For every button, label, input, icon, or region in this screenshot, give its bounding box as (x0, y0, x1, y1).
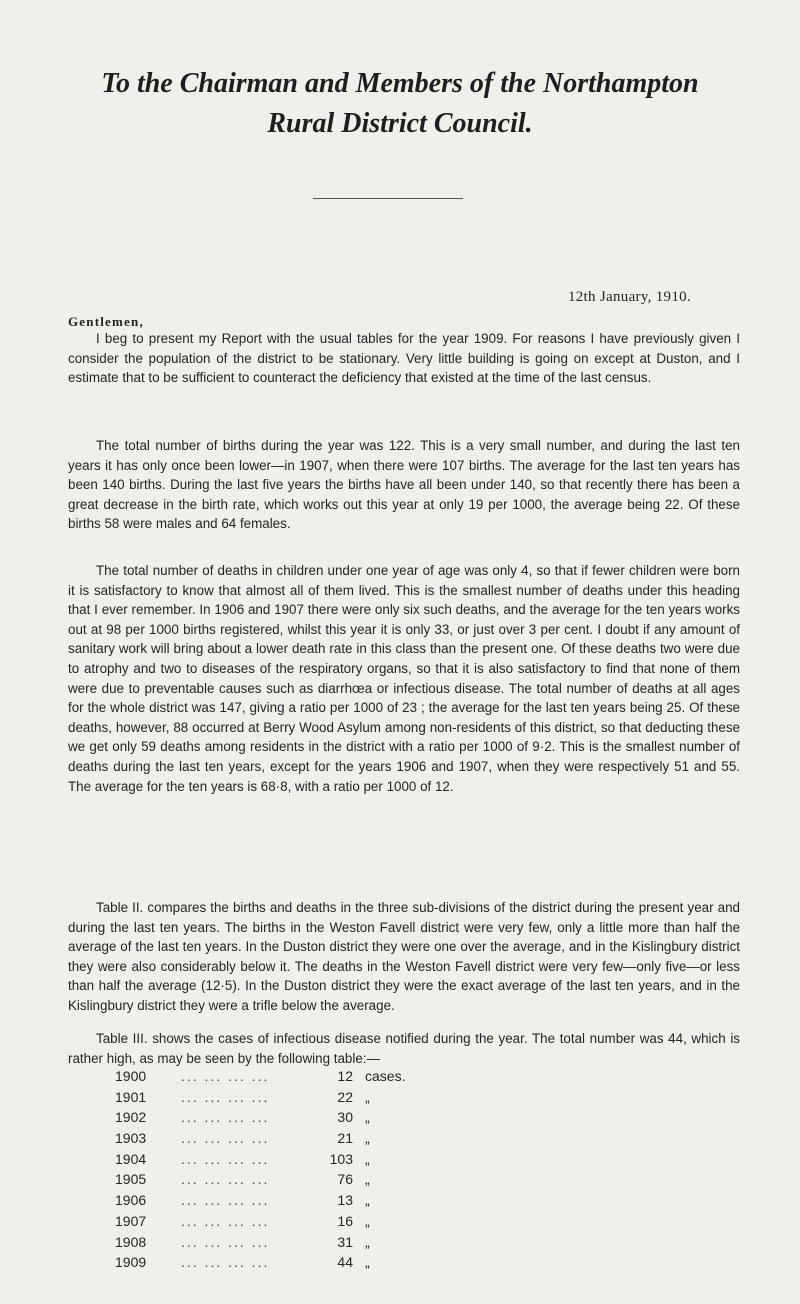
row-unit: „ (365, 1150, 370, 1167)
row-value: 22 (337, 1088, 353, 1105)
row-unit: „ (365, 1233, 370, 1250)
letter-date: 12th January, 1910. (567, 289, 691, 305)
leader-dots: ... ... ... ... (181, 1130, 270, 1147)
infectious-cases-table (115, 1068, 535, 1275)
table-row (115, 1109, 535, 1130)
row-value: 103 (329, 1150, 353, 1167)
row-value: 76 (337, 1171, 353, 1188)
table-row (115, 1068, 535, 1089)
paragraph-deaths: The total number of deaths in children under one year of age was only 4, so that if fewer children were born it is satisfactory to know that almost all of them lived. This is the smallest number of deaths under this heading that I ever remember. In 1906 and 1907 there were only six such deaths, and the average for the ten years works out at 98 per 1000 births registered, whilst this year it is only 33, or just over 3 per cent. I doubt if any amount of sanitary work will bring about a lower death rate in this class than the present one. Of these deaths two were due to atrophy and two to diseases of the respiratory organs, so that it is also satisfactory to find that none of them were due to preventable causes such as diarrhœa or infectious disease. The total number of deaths at all ages for the whole district was 147, giving a ratio per 1000 of 23 ; the average for the last ten years being 25. Of these deaths, however, 88 occurred at Berry Wood Asylum among non-residents of this district, so that deducting these we get only 59 deaths among residents in the district with a ratio per 1000 of 9·2. This is the smallest number of deaths during the last ten years, except for the years 1906 and 1907, when they were respectively 51 and 55. The average for the ten years is 68·8, with a ratio per 1000 of 12. (68, 563, 740, 794)
row-value: 16 (337, 1212, 353, 1229)
table-row (115, 1151, 535, 1172)
row-year: 1901 (115, 1088, 147, 1105)
row-year: 1905 (115, 1171, 147, 1188)
row-year: 1900 (115, 1068, 147, 1084)
paragraph-births: The total number of births during the year was 122. This is a very small number, and during the last ten years it has only once been lower—in 1907, when there were 107 births. The average for the last ten years has been 140 births. During the last five years the births have all been under 140, so that recently there has been a great decrease in the birth rate, which works out this year at only 19 per 1000, the average being 22. Of these births 58 were males and 64 females. (68, 438, 740, 532)
row-value: 21 (337, 1130, 353, 1147)
heading-line-1: To the Chairman and Members of the Northampton (101, 68, 699, 99)
paragraph-table-ii: Table II. compares the births and deaths in the three sub-divisions of the district during the present year and during the last ten years. The births in the Weston Favell district were very few, only a little more than half the average of the last ten years. In the Duston district they were one over the average, and in the Kislingbury district they were also considerably below it. The deaths in the Weston Favell district were very few—only five—or less than half the average (12·5). In the Duston district they were the exact average of the last ten years, and in the Kislingbury district they were a trifle below the average. (68, 900, 740, 1013)
leader-dots: ... ... ... ... (181, 1109, 270, 1126)
table-row (115, 1213, 535, 1234)
leader-dots: ... ... ... ... (181, 1068, 270, 1084)
leader-dots: ... ... ... ... (181, 1171, 270, 1188)
row-year: 1902 (115, 1109, 147, 1126)
salutation: Gentlemen, (68, 314, 144, 329)
row-unit: „ (365, 1109, 370, 1126)
leader-dots: ... ... ... ... (181, 1088, 270, 1105)
row-unit: „ (365, 1171, 370, 1188)
leader-dots: ... ... ... ... (181, 1233, 270, 1250)
row-unit: „ (365, 1212, 370, 1229)
row-unit: „ (365, 1192, 370, 1209)
leader-dots: ... ... ... ... (181, 1150, 270, 1167)
row-unit: „ (365, 1130, 370, 1147)
row-value: 13 (337, 1192, 353, 1209)
divider-rule (313, 198, 463, 199)
row-value: 44 (337, 1254, 353, 1271)
heading-line-2: Rural District Council. (267, 108, 533, 139)
table-row (115, 1192, 535, 1213)
leader-dots: ... ... ... ... (181, 1212, 270, 1229)
paragraph-table-iii: Table III. shows the cases of infectious disease notified during the year. The total number was 44, which is rather high, as may be seen by the following table:— (68, 1031, 740, 1066)
row-year: 1907 (115, 1212, 147, 1229)
table-row (115, 1234, 535, 1255)
table-row (115, 1130, 535, 1151)
leader-dots: ... ... ... ... (181, 1192, 270, 1209)
row-unit: „ (365, 1254, 370, 1271)
row-value: 30 (337, 1109, 353, 1126)
paragraph-population: I beg to present my Report with the usual tables for the year 1909. For reasons I have previously given I consider the population of the district to be stationary. Very little building is going on except at Duston, and I estimate that to be sufficient to counteract the deficiency that existed at the time of the last census. (68, 331, 740, 386)
table-row (115, 1089, 535, 1110)
row-value: 12 (337, 1068, 353, 1084)
table-row (115, 1254, 535, 1275)
row-year: 1909 (115, 1254, 147, 1271)
row-unit: cases. (365, 1068, 406, 1084)
row-year: 1906 (115, 1192, 147, 1209)
row-year: 1903 (115, 1130, 147, 1147)
row-value: 31 (337, 1233, 353, 1250)
leader-dots: ... ... ... ... (181, 1254, 270, 1271)
row-unit: „ (365, 1088, 370, 1105)
row-year: 1908 (115, 1233, 147, 1250)
table-row (115, 1171, 535, 1192)
row-year: 1904 (115, 1150, 147, 1167)
